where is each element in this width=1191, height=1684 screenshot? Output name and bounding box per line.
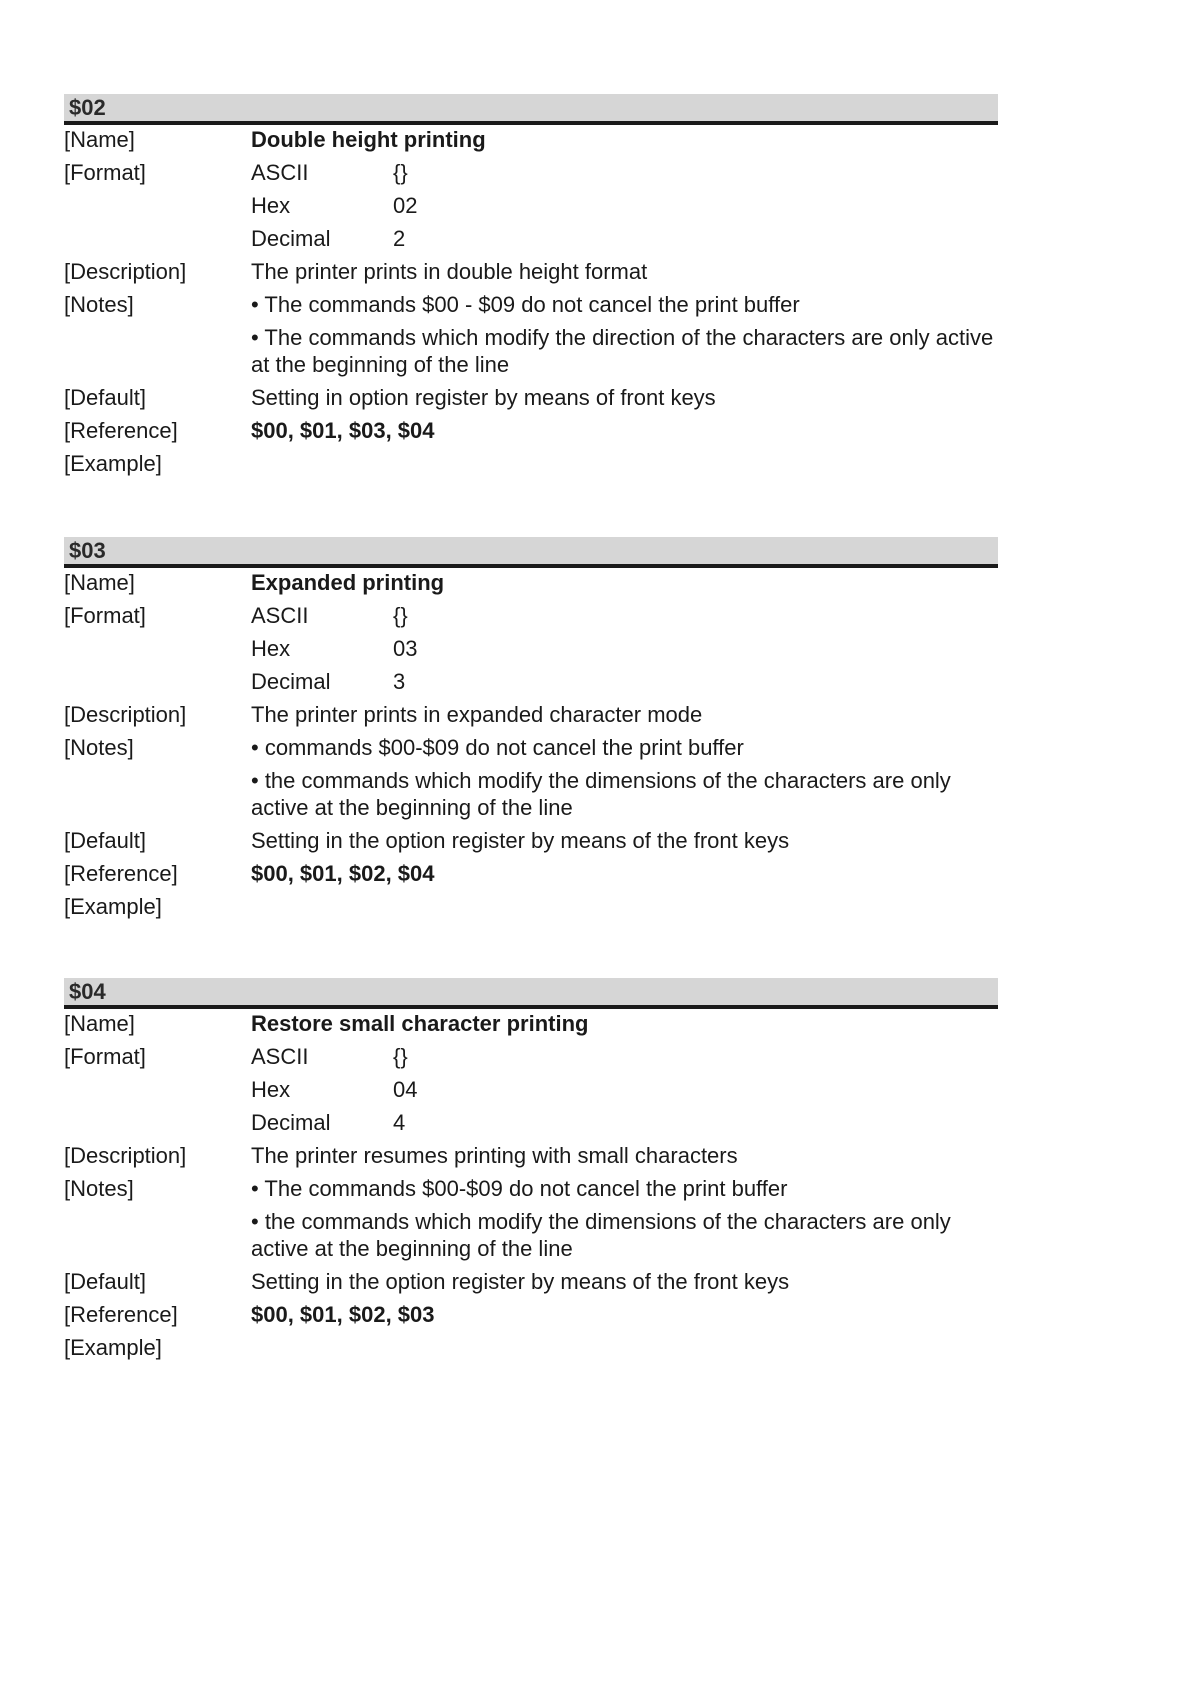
note-item: • the commands which modify the dimensions of the characters are only active at the beginning of the line bbox=[251, 1209, 951, 1261]
note-item: • The commands $00 - $09 do not cancel the print buffer bbox=[251, 292, 800, 317]
name-row bbox=[64, 1010, 998, 1037]
decimal-key: Decimal bbox=[251, 1110, 331, 1135]
format-hex-row bbox=[64, 1076, 998, 1103]
decimal-value: 3 bbox=[393, 669, 406, 694]
example-label: [Example] bbox=[64, 894, 162, 919]
default-text: Setting in the option register by means of the front keys bbox=[251, 1269, 790, 1294]
default-label: [Default] bbox=[64, 1269, 146, 1294]
format-decimal-row bbox=[64, 225, 998, 252]
hex-key: Hex bbox=[251, 1077, 291, 1102]
command-name: Restore small character printing bbox=[251, 1011, 589, 1036]
default-label: [Default] bbox=[64, 828, 146, 853]
description-text: The printer prints in expanded character mode bbox=[251, 702, 703, 727]
format-label: [Format] bbox=[64, 160, 146, 185]
format-ascii-row bbox=[64, 1043, 998, 1070]
description-row bbox=[64, 1142, 998, 1169]
example-row bbox=[64, 893, 998, 920]
hex-value: 03 bbox=[393, 636, 418, 661]
reference-text: $00, $01, $02, $03 bbox=[251, 1302, 435, 1327]
command-name: Double height printing bbox=[251, 127, 486, 152]
default-row bbox=[64, 827, 998, 854]
description-label: [Description] bbox=[64, 1143, 187, 1168]
name-label: [Name] bbox=[64, 1011, 135, 1036]
default-row bbox=[64, 1268, 998, 1295]
description-text: The printer prints in double height format bbox=[251, 259, 648, 284]
format-label: [Format] bbox=[64, 603, 146, 628]
default-text: Setting in option register by means of front keys bbox=[251, 385, 716, 410]
notes-label: [Notes] bbox=[64, 735, 134, 760]
ascii-value: {} bbox=[393, 160, 408, 185]
command-code-header: $03 bbox=[64, 537, 998, 568]
command-section-02 bbox=[64, 94, 998, 477]
example-label: [Example] bbox=[64, 1335, 162, 1360]
notes-label: [Notes] bbox=[64, 1176, 134, 1201]
ascii-key: ASCII bbox=[251, 160, 309, 185]
reference-text: $00, $01, $03, $04 bbox=[251, 418, 435, 443]
command-name: Expanded printing bbox=[251, 570, 445, 595]
command-code-header: $04 bbox=[64, 978, 998, 1009]
decimal-value: 2 bbox=[393, 226, 406, 251]
notes-row bbox=[64, 734, 998, 821]
name-row bbox=[64, 569, 998, 596]
reference-label: [Reference] bbox=[64, 1302, 178, 1327]
decimal-key: Decimal bbox=[251, 669, 331, 694]
default-label: [Default] bbox=[64, 385, 146, 410]
note-item: • the commands which modify the dimensions of the characters are only active at the beginning of the line bbox=[251, 768, 951, 820]
format-decimal-row bbox=[64, 668, 998, 695]
description-label: [Description] bbox=[64, 702, 187, 727]
format-ascii-row bbox=[64, 602, 998, 629]
hex-key: Hex bbox=[251, 636, 291, 661]
decimal-value: 4 bbox=[393, 1110, 406, 1135]
ascii-value: {} bbox=[393, 603, 408, 628]
notes-row bbox=[64, 291, 998, 378]
notes-row bbox=[64, 1175, 998, 1262]
default-text: Setting in the option register by means of the front keys bbox=[251, 828, 790, 853]
hex-value: 02 bbox=[393, 193, 418, 218]
command-section-04 bbox=[64, 978, 998, 1361]
format-hex-row bbox=[64, 635, 998, 662]
example-label: [Example] bbox=[64, 451, 162, 476]
example-row bbox=[64, 1334, 998, 1361]
note-item: • commands $00-$09 do not cancel the print buffer bbox=[251, 735, 744, 760]
hex-key: Hex bbox=[251, 193, 291, 218]
name-label: [Name] bbox=[64, 127, 135, 152]
description-row bbox=[64, 258, 998, 285]
format-label: [Format] bbox=[64, 1044, 146, 1069]
format-ascii-row bbox=[64, 159, 998, 186]
reference-row bbox=[64, 417, 998, 444]
reference-label: [Reference] bbox=[64, 861, 178, 886]
reference-row bbox=[64, 1301, 998, 1328]
name-label: [Name] bbox=[64, 570, 135, 595]
note-item: • The commands $00-$09 do not cancel the print buffer bbox=[251, 1176, 788, 1201]
ascii-key: ASCII bbox=[251, 603, 309, 628]
command-section-03 bbox=[64, 537, 998, 920]
format-hex-row bbox=[64, 192, 998, 219]
notes-label: [Notes] bbox=[64, 292, 134, 317]
ascii-value: {} bbox=[393, 1044, 408, 1069]
default-row bbox=[64, 384, 998, 411]
format-decimal-row bbox=[64, 1109, 998, 1136]
example-row bbox=[64, 450, 998, 477]
decimal-key: Decimal bbox=[251, 226, 331, 251]
description-row bbox=[64, 701, 998, 728]
reference-label: [Reference] bbox=[64, 418, 178, 443]
hex-value: 04 bbox=[393, 1077, 418, 1102]
reference-row bbox=[64, 860, 998, 887]
note-item: • The commands which modify the direction of the characters are only active at the beginning of the line bbox=[251, 325, 994, 377]
name-row bbox=[64, 126, 998, 153]
description-text: The printer resumes printing with small characters bbox=[251, 1143, 738, 1168]
reference-text: $00, $01, $02, $04 bbox=[251, 861, 435, 886]
command-code-header: $02 bbox=[64, 94, 998, 125]
description-label: [Description] bbox=[64, 259, 187, 284]
ascii-key: ASCII bbox=[251, 1044, 309, 1069]
